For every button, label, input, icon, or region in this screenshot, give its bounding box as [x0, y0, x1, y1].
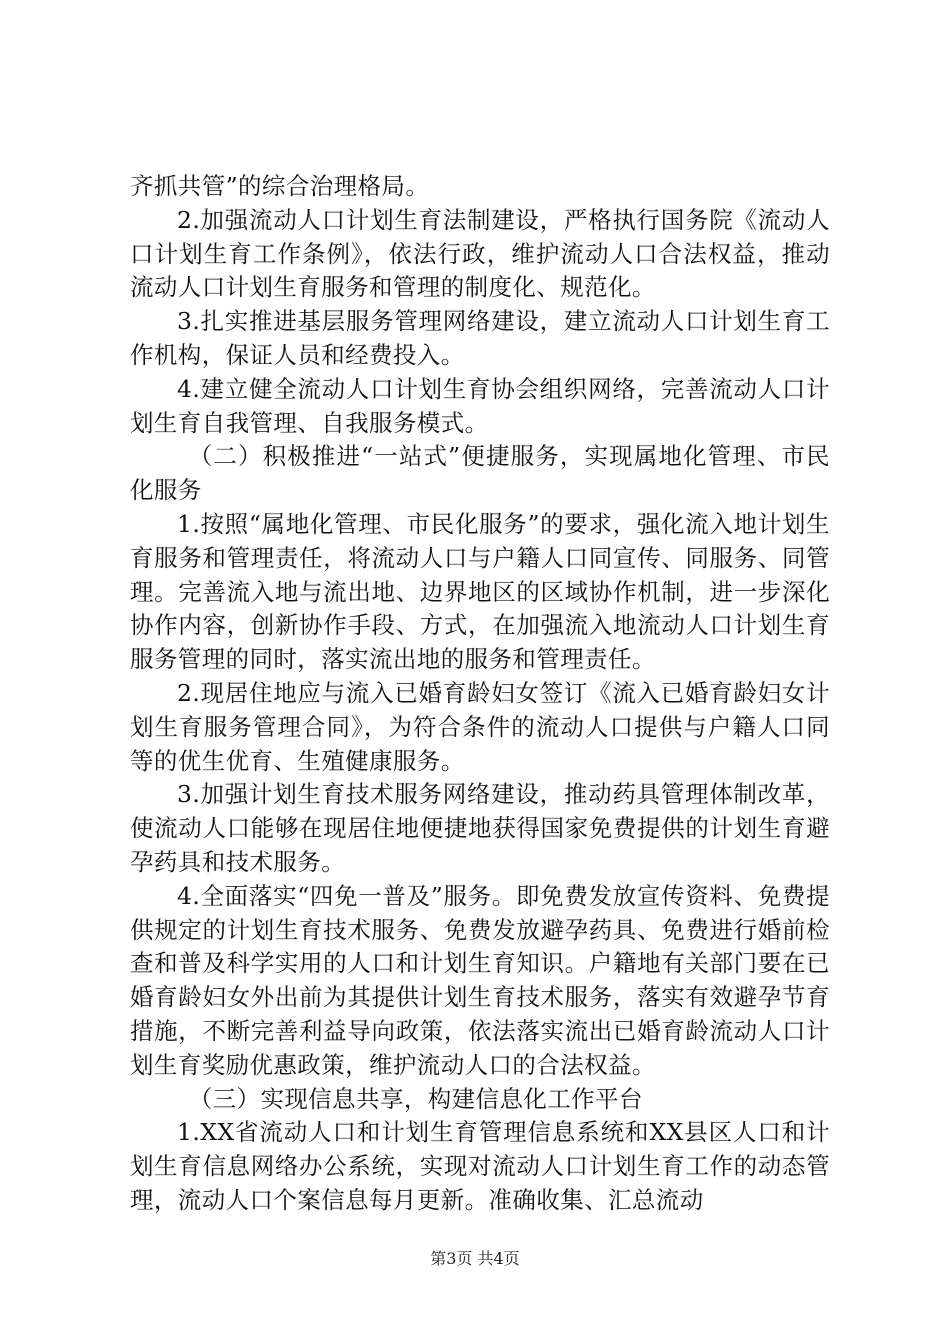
paragraph-item-4-association: 4.建立健全流动人口计划生育协会组织网络，完善流动人口计划生育自我管理、自我服务模式。	[130, 374, 830, 437]
paragraph-item-3-network: 3.扎实推进基层服务管理网络建设，建立流动人口计划生育工作机构，保证人员和经费投入。	[130, 307, 830, 369]
paragraph-item-1-localization: 1.按照“属地化管理、市民化服务”的要求，强化流入地计划生育服务和管理责任，将流动人口与户籍人口同宣传、同服务、同管理。完善流入地与流出地、边界地区的区域协作机制，进一步深化协作内容，创新协作手段、方式，在加强流入地流动人口计划生育服务管理的同时，落实流出地的服务和管理责任。	[130, 509, 830, 674]
paragraph-item-1-info-system: 1.XX省流动人口和计划生育管理信息系统和XX县区人口和计划生育信息网络办公系统，实现对流动人口计划生育工作的动态管理，流动人口个案信息每月更新。准确收集、汇总流动	[130, 1118, 830, 1214]
paragraph-item-4-free-services: 4.全面落实“四免一普及”服务。即免费发放宣传资料、免费提供规定的计划生育技术服务、免费发放避孕药具、免费进行婚前检查和普及科学实用的人口和计划生育知识。户籍地有关部门要在已婚育龄妇女外出前为其提供计划生育技术服务，落实有效避孕节育措施，不断完善利益导向政策，依法落实流出已婚育龄流动人口计划生育奖励优惠政策，维护流动人口的合法权益。	[130, 881, 830, 1079]
paragraph-item-3-technical: 3.加强计划生育技术服务网络建设，推动药具管理体制改革，使流动人口能够在现居住地便捷地获得国家免费提供的计划生育避孕药具和技术服务。	[130, 780, 830, 876]
paragraph-continuation: 齐抓共管”的综合治理格局。	[130, 172, 430, 200]
section-heading-2: （二）积极推进“一站式”便捷服务，实现属地化管理、市民化服务	[130, 442, 830, 505]
section-heading-3: （三）实现信息共享，构建信息化工作平台	[188, 1084, 643, 1113]
paragraph-item-2-contract: 2.现居住地应与流入已婚育龄妇女签订《流入已婚育龄妇女计划生育服务管理合同》，为符合条件的流动人口提供与户籍人口同等的优生优育、生殖健康服务。	[130, 678, 830, 775]
paragraph-item-2-legal: 2.加强流动人口计划生育法制建设，严格执行国务院《流动人口计划生育工作条例》，依法行政，维护流动人口合法权益，推动流动人口计划生育服务和管理的制度化、规范化。	[130, 205, 830, 302]
document-body	[130, 170, 830, 1218]
page-footer: 第3页 共4页	[430, 1249, 520, 1268]
